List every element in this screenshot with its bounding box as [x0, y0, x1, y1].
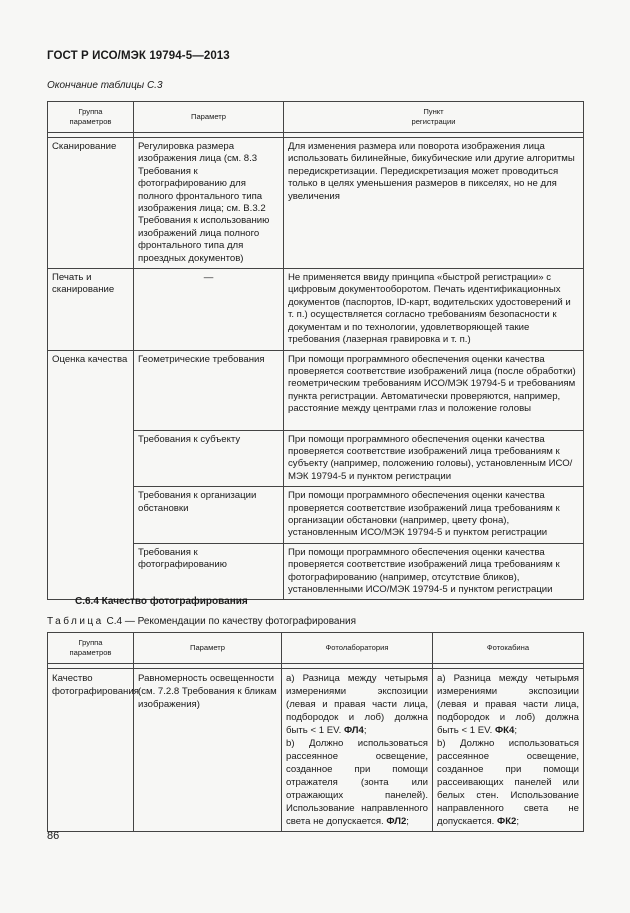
header-registration: Пункт регистрации [284, 102, 584, 133]
document-title: ГОСТ Р ИСО/МЭК 19794-5—2013 [47, 50, 230, 62]
row-group: Качество фотографирования [48, 669, 134, 832]
table-row [48, 350, 584, 430]
row-param: Требования к фотографированию [134, 543, 284, 600]
table-row [48, 669, 584, 832]
page-number: 86 [47, 830, 60, 842]
caption-text: С.4 — Рекомендации по качеству фотографирования [106, 616, 356, 627]
row-param: Равномерность освещенности (см. 7.2.8 Требования к бликам изображения) [134, 669, 282, 832]
table-header-row [48, 633, 584, 664]
table-caption: Окончание таблицы С.3 [47, 80, 163, 91]
row-registration: При помощи программного обеспечения оценки качества проверяется соответствие изображений лица требованиям к субъекту (например, положению головы), установленным ИСО/МЭК 19794-5 и пунктом регистрации [284, 430, 584, 487]
row-registration: При помощи программного обеспечения оценки качества проверяется соответствие изображений лица требованиям к организации обстановки (например, цвету фона), установленным ИСО/МЭК 19794-5 и пунктом регистрации [284, 487, 584, 544]
table-c3 [47, 101, 584, 600]
row-registration: При помощи программного обеспечения оценки качества проверяется соответствие изображений лица требованиям к фотографированию (например, отсутствие бликов), установленными ИСО/МЭК 19794-5 и пунктом регистрации [284, 543, 584, 600]
cab-code-a: ФК4 [494, 725, 515, 736]
row-registration: Не применяется ввиду принципа «быстрой регистрации» с цифровым документооборотом. Печать идентификационных документов (паспортов, ID-карт, водительских удостоверений и т. п.) осуществляется согласно требованиям безопасности к документам и по технологии, удовлетворяющей такие требования (лазерная гравировка и т. п.) [284, 269, 584, 350]
table-c4-caption [47, 616, 356, 627]
header-param: Параметр [134, 633, 282, 664]
cab-code-b: ФК2 [497, 816, 517, 827]
row-param: — [134, 269, 284, 350]
caption-label: Таблица [47, 616, 104, 627]
lab-item-b: b) Должно использоваться рассеянное освещение, созданное при помощи отражателя (зонта или отражающих панелей). Использование направленного света не допускается. [286, 738, 428, 827]
row-photobooth: а) Разница между четырьмя измерениями экспозиции (левая и правая части лица, подбородок и лоб) должна быть < 1 EV. ФК4; b) Должно использоваться рассеянное освещение, созданное при помощи рассеивающих панелей или белых стен. Использование направленного света не допускается. ФК2; [433, 669, 584, 832]
row-param: Геометрические требования [134, 350, 284, 430]
row-param: Требования к субъекту [134, 430, 284, 487]
cab-item-a: а) Разница между четырьмя измерениями экспозиции (левая и правая части лица, подбородок и лоб) должна быть < 1 EV. [437, 673, 579, 736]
cab-item-b: b) Должно использоваться рассеянное освещение, созданное при помощи рассеивающих панелей или белых стен. Использование направленного света не допускается. [437, 738, 579, 827]
lab-item-a: а) Разница между четырьмя измерениями экспозиции (левая и правая части лица, подбородок и лоб) должна быть < 1 EV. [286, 673, 428, 736]
section-heading: С.6.4 Качество фотографирования [75, 596, 248, 607]
row-group: Печать и сканирование [48, 269, 134, 350]
row-registration: Для изменения размера или поворота изображения лица использовать билинейные, бикубические или другие алгоритмы передискретизации. Передискретизация может проводиться только в целях уменьшения размеров в пикселях, но не для увеличения [284, 138, 584, 269]
header-group: Группа параметров [48, 633, 134, 664]
table-header-row [48, 102, 584, 133]
row-param: Требования к организации обстановки [134, 487, 284, 544]
table-c4 [47, 632, 584, 832]
row-param: Регулировка размера изображения лица (см. 8.3 Требования к фотографированию для полного фронтального типа изображения лица; см. В.3.2 Требования к использованию изображений лица полного фронтального типа для проездных документов) [134, 138, 284, 269]
table-row [48, 269, 584, 350]
header-photolab: Фотолаборатория [282, 633, 433, 664]
row-group: Оценка качества [48, 350, 134, 600]
row-group: Сканирование [48, 138, 134, 269]
lab-code-b: ФЛ2 [386, 816, 407, 827]
header-photobooth: Фотокабина [433, 633, 584, 664]
row-photolab: а) Разница между четырьмя измерениями экспозиции (левая и правая части лица, подбородок и лоб) должна быть < 1 EV. ФЛ4; b) Должно использоваться рассеянное освещение, созданное при помощи отражателя (зонта или отражающих панелей). Использование направленного света не допускается. ФЛ2; [282, 669, 433, 832]
table-row [48, 138, 584, 269]
header-param: Параметр [134, 102, 284, 133]
header-group: Группа параметров [48, 102, 134, 133]
lab-code-a: ФЛ4 [343, 725, 364, 736]
row-registration: При помощи программного обеспечения оценки качества проверяется соответствие изображений лица (после обработки) геометрическим требованиям ИСО/МЭК 19794-5 и требованиям пункта регистрации. Автоматически проверяются, например, расстояние между центрами глаз и положение головы [284, 350, 584, 430]
